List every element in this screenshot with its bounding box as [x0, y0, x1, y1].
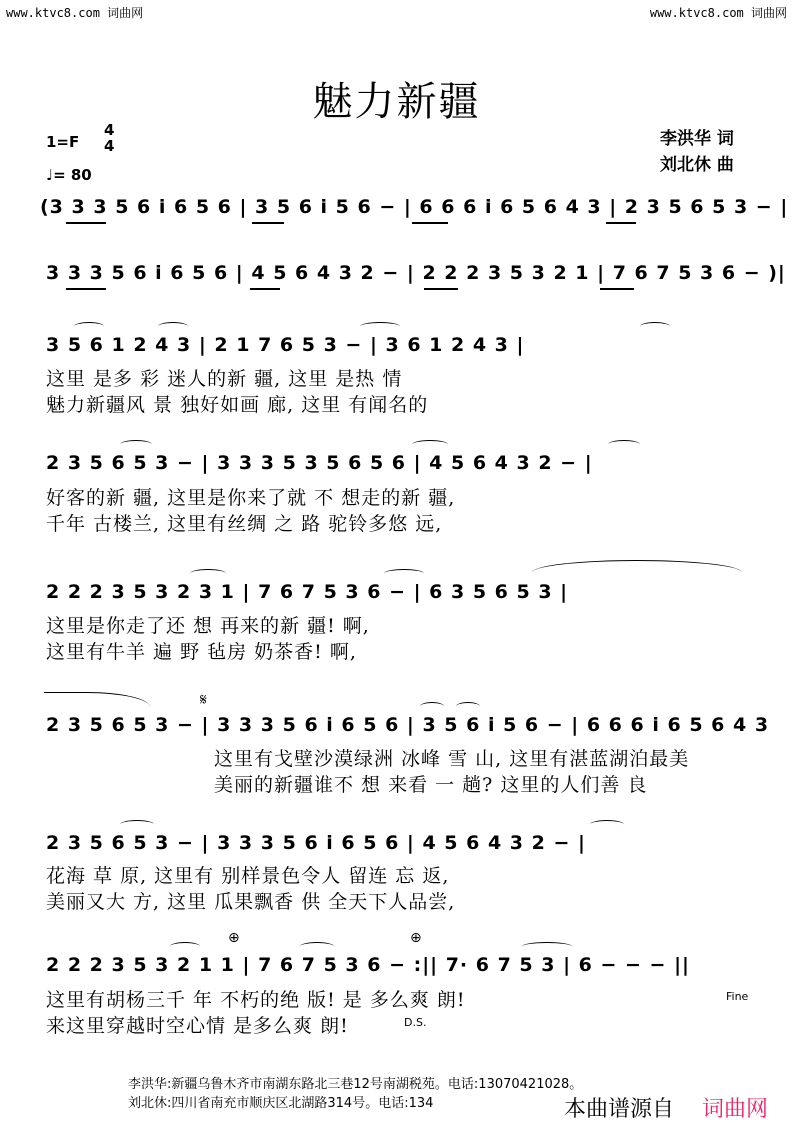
footer-brand-link[interactable]: 词曲网 [702, 1097, 769, 1122]
lyrics-row-4-verse-2: 千年 古楼兰, 这里有丝绸 之 路 驼铃多悠 远, [46, 513, 443, 535]
tempo-marking: ♩= 80 [46, 166, 92, 184]
notation-row-2: 3 3 3 5 6 i 6 5 6 | 4 5 6 4 3 2 − | 2 2 2 3 5 3 2 1 | 7 6 7 5 3 6 − )| [46, 262, 786, 284]
footer-contact-composer: 刘北休:四川省南充市顺庆区北湖路314号。电话:134 [128, 1096, 434, 1111]
notation-row-7: 2 3 5 6 5 3 − | 3 3 3 5 6 i 6 5 6 | 4 5 6 4 3 2 − | [46, 832, 586, 854]
lyrics-row-7-verse-1: 花海 草 原, 这里有 别样景色令人 留连 忘 返, [46, 865, 450, 887]
watermark-left: www.ktvc8.com 词曲网 [6, 6, 144, 20]
coda-sign-2: ⊕ [410, 930, 422, 946]
time-signature [104, 122, 114, 154]
notation-row-3: 3 5 6 1 2 4 3 | 2 1 7 6 5 3 − | 3 6 1 2 4 3 | [46, 334, 525, 356]
segno-sign: 𝄋 [200, 690, 207, 709]
ds-marking: D.S. [404, 1016, 427, 1029]
lyrics-row-5-verse-1: 这里是你走了还 想 再来的新 疆! 啊, [46, 615, 370, 637]
lyrics-row-8-verse-1: 这里有胡杨三千 年 不朽的绝 版! 是 多么爽 朗! [46, 989, 466, 1011]
time-signature-top: 4 [104, 121, 115, 139]
composer-credit: 刘北休 曲 [660, 155, 734, 175]
lyrics-row-5-verse-2: 这里有牛羊 遍 野 毡房 奶茶香! 啊, [46, 641, 357, 663]
lyrics-row-3-verse-1: 这里 是多 彩 迷人的新 疆, 这里 是热 情 [46, 368, 403, 390]
song-title: 魅力新疆 [312, 79, 481, 125]
footer-contact-lyricist: 李洪华:新疆乌鲁木齐市南湖东路北三巷12号南湖税苑。电话:13070421028。 [128, 1077, 583, 1092]
notation-row-8: 2 2 2 3 5 3 2 1 1 | 7 6 7 5 3 6 − :|| 7· 6 7 5 3 | 6 − − − || [46, 954, 690, 976]
lyricist-credit: 李洪华 词 [660, 129, 734, 149]
footer-source-label: 本曲谱源自 [564, 1097, 675, 1122]
notation-row-6: 2 3 5 6 5 3 − | 3 3 3 5 6 i 6 5 6 | 3 5 6 i 5 6 − | 6 6 6 i 6 5 6 4 3 [46, 714, 770, 736]
lyrics-row-4-verse-1: 好客的新 疆, 这里是你来了就 不 想走的新 疆, [46, 487, 456, 509]
lyrics-row-8-verse-2: 来这里穿越时空心情 是多么爽 朗! [46, 1015, 349, 1037]
watermark-right: www.ktvc8.com 词曲网 [649, 6, 787, 20]
lyrics-row-3-verse-2: 魅力新疆风 景 独好如画 廊, 这里 有闻名的 [46, 394, 429, 416]
time-signature-bottom: 4 [104, 137, 115, 155]
lyrics-row-6-verse-1: 这里有戈壁沙漠绿洲 冰峰 雪 山, 这里有湛蓝湖泊最美 [214, 748, 690, 770]
key-signature: 1=F [46, 133, 80, 151]
lyrics-row-6-verse-2: 美丽的新疆谁不 想 来看 一 趟? 这里的人们善 良 [214, 774, 648, 796]
fine-marking: Fine [726, 990, 749, 1003]
notation-row-1: (3 3 3 5 6 i 6 5 6 | 3 5 6 i 5 6 − | 6 6 6 i 6 5 6 4 3 | 2 3 5 6 5 3 − | [40, 196, 789, 218]
lyrics-row-7-verse-2: 美丽又大 方, 这里 瓜果飘香 供 全天下人品尝, [46, 891, 456, 913]
notation-row-5: 2 2 2 3 5 3 2 3 1 | 7 6 7 5 3 6 − | 6 3 5 6 5 3 | [46, 581, 569, 603]
notation-row-4: 2 3 5 6 5 3 − | 3 3 3 5 3 5 6 5 6 | 4 5 6 4 3 2 − | [46, 452, 593, 474]
coda-sign-1: ⊕ [228, 930, 240, 946]
